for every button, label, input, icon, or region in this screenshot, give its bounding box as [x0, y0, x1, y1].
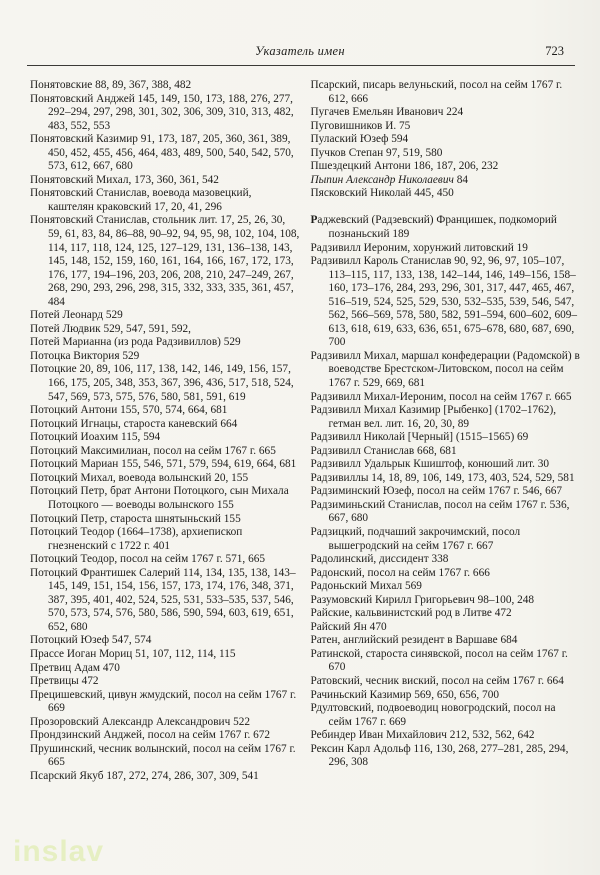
- index-entry: Прассе Иоган Мориц 51, 107, 112, 114, 115: [30, 647, 236, 660]
- index-entry: Понятовский Казимир 91, 173, 187, 205, 360, 361, 389, 450, 452, 455, 456, 464, 483, 489, 500, 540, 542, 570, 573, 612, 667, 680: [30, 133, 294, 173]
- index-entry: Радзиминский Юзеф, посол на сейм 1767 г. 546, 667: [310, 485, 563, 498]
- index-entry: Райский Ян 470: [310, 620, 387, 633]
- running-head-title: Указатель имен: [255, 44, 345, 58]
- index-entry: Псарский Якуб 187, 272, 274, 286, 307, 309, 541: [30, 769, 259, 782]
- header-rule: [27, 65, 575, 66]
- index-entry: Разумовский Кирилл Григорьевич 98–100, 248: [310, 593, 535, 606]
- index-entry: Радзицкий, подчаший закрочимский, посол вышегродский на сейм 1767 г. 667: [310, 526, 521, 552]
- index-entry: Прецишевский, цивун жмудский, посол на сейм 1767 г. 669: [30, 688, 297, 715]
- index-entry: Потей Людвик 529, 547, 591, 592,: [30, 322, 191, 335]
- index-entry: Потоцкий Максимилиан, посол на сейм 1767 г. 665: [30, 444, 276, 457]
- index-entry: Радзивилл Удальрык Кшиштоф, конюший лит. 30: [310, 458, 550, 471]
- index-entry: Потоцкий Петр, брат Антони Потоцкого, сын Михала Потоцкого — воеводы волынского 155: [30, 485, 289, 511]
- index-columns: [30, 79, 580, 783]
- index-entry: Пучков Степан 97, 519, 580: [310, 146, 443, 159]
- index-entry: Прозоровский Александр Александрович 522: [30, 715, 251, 728]
- index-entry: Радзивилл Михал, маршал конфедерации (Радомской) в воеводстве Брестском-Литовском, посол на сейм 1767 г. 529, 669, 681: [310, 349, 580, 389]
- index-entry: Понятовские 88, 89, 367, 388, 482: [30, 79, 192, 91]
- index-entry: Радзивилл Иероним, хорунжий литовский 19: [310, 241, 528, 254]
- index-entry: Понятовский Михал, 173, 360, 361, 542: [30, 173, 219, 186]
- index-entry: Пыпин Александр Николаевич 84: [310, 173, 468, 186]
- index-entry: Радоньский Михал 569: [310, 580, 422, 593]
- index-entry: Потоцкий Теодор (1664–1738), архиепископ гнезненский с 1722 г. 401: [30, 526, 243, 552]
- index-entry: Радзиминьский Станислав, посол на сейм 1767 г. 536, 667, 680: [310, 498, 570, 525]
- index-column-right: [311, 79, 581, 783]
- index-entry: Радзивилл Станислав 668, 681: [310, 444, 457, 457]
- index-entry: Потоцка Виктория 529: [30, 349, 140, 362]
- index-entry: Пясковский Николай 445, 450: [310, 187, 454, 200]
- index-entry: Ратен, английский резидент в Варшаве 684: [310, 634, 518, 647]
- index-entry: Пулаский Юзеф 594: [310, 133, 409, 146]
- index-entry: Прушинский, чесник волынский, посол на сейм 1767 г. 665: [30, 742, 296, 769]
- index-entry: Потоцкий Антони 155, 570, 574, 664, 681: [30, 404, 228, 417]
- index-column-left: [30, 79, 300, 783]
- watermark-text: inslav: [13, 835, 105, 868]
- index-entry: Радонский, посол на сейм 1767 г. 666: [310, 566, 490, 579]
- index-entry: Потей Марианна (из рода Радзивиллов) 529: [30, 336, 241, 349]
- index-entry: Претвицы 472: [30, 675, 99, 688]
- index-entry: Псарский, писарь велуньский, посол на сейм 1767 г. 612, 666: [310, 79, 563, 105]
- index-entry: Радзивилл Кароль Станислав 90, 92, 96, 97, 105–107, 113–115, 117, 133, 138, 142–144, 146, 149–156, 158–160, 173–176, 284, 293, 296, 301, 317, 447, 465, 467, 516–519, 524, 525, 529, 530, 532–535, 539, 546, 547, 562, 566–569, 578, 580, 582, 591–594, 600–602, 609–613, 618, 619, 633, 636, 651, 675–678, 680, 687, 690, 700: [310, 255, 578, 349]
- index-entry: Ребиндер Иван Михайлович 212, 532, 562, 642: [310, 729, 535, 742]
- index-entry: Райские, кальвинистский род в Литве 472: [310, 607, 512, 620]
- index-entry: Потоцкий Игнацы, староста каневский 664: [30, 417, 238, 430]
- index-entry: Потоцкий Теодор, посол на сейм 1767 г. 571, 665: [30, 553, 266, 566]
- index-entry: Пшездецкий Антони 186, 187, 206, 232: [310, 160, 499, 173]
- index-entry: Потоцкие 20, 89, 106, 117, 138, 142, 146, 149, 156, 157, 166, 175, 205, 348, 353, 367, 396, 436, 517, 518, 524, 547, 569, 573, 575, 576, 580, 581, 591, 619: [30, 363, 294, 403]
- index-entry: Потоцкий Петр, староста шнятыньский 155: [30, 512, 241, 525]
- index-entry: Понятовский Станислав, воевода мазовецкий, каштелян краковский 17, 20, 41, 296: [30, 187, 252, 213]
- index-entry: Потоцкий Михал, воевода волынский 20, 155: [30, 471, 249, 484]
- index-entry: Понятовский Анджей 145, 149, 150, 173, 188, 276, 277, 292–294, 297, 298, 301, 302, 306, 309, 310, 313, 482, 483, 552, 553: [30, 92, 294, 132]
- index-entry: Рачиньский Казимир 569, 650, 656, 700: [310, 688, 499, 701]
- index-entry: Потоцкий Иоахим 115, 594: [30, 431, 161, 444]
- index-entry: Пуговишников И. 75: [310, 119, 411, 132]
- index-entry: Радзивилл Михал Казимир [Рыбенко] (1702–1762), гетман вел. лит. 16, 20, 30, 89: [310, 404, 557, 430]
- index-entry: Радзивилл Николай [Черный] (1515–1565) 69: [310, 431, 529, 444]
- index-entry: Потоцкий Юзеф 547, 574: [30, 634, 152, 647]
- index-entry: Радзивиллы 14, 18, 89, 106, 149, 173, 403, 524, 529, 581: [310, 471, 575, 484]
- index-entry-italic-name: Пыпин Александр Николаевич: [310, 173, 454, 186]
- index-entry: Рдултовский, подвоеводиц новогродский, посол на сейм 1767 г. 669: [310, 702, 556, 728]
- index-entry: Потоцкий Мариан 155, 546, 571, 579, 594, 619, 664, 681: [30, 458, 297, 471]
- index-entry: Ратовский, чесник виский, посол на сейм 1767 г. 664: [310, 675, 564, 688]
- index-entry: Рексин Карл Адольф 116, 130, 268, 277–281, 285, 294, 296, 308: [310, 742, 569, 769]
- index-entry: Радзивилл Михал-Иероним, посол на сейм 1767 г. 665: [310, 390, 572, 403]
- index-entry: Претвиц Адам 470: [30, 661, 120, 674]
- index-entry: Прондзинский Анджей, посол на сейм 1767 г. 672: [30, 729, 271, 742]
- index-entry: Раджевский (Радзевский) Францишек, подкоморий познаньский 189: [310, 214, 557, 240]
- page-number: 723: [545, 44, 564, 58]
- index-entry: Пугачев Емельян Иванович 224: [310, 106, 464, 119]
- index-entry: Понятовский Станислав, стольник лит. 17, 25, 26, 30, 59, 61, 83, 84, 86–88, 90–92, 94, 95, 98, 102, 104, 108, 114, 117, 118, 124, 125, 127–129, 131, 136–138, 143, 145, 148, 152, 159, 160, 161, 164, 166, 167, 172, 173, 176, 177, 194–196, 203, 206, 208, 210, 247–249, 267, 268, 290, 293, 296, 298, 315, 332, 333, 335, 361, 457, 484: [30, 214, 300, 308]
- index-entry: Потоцкий Франтишек Салерий 114, 134, 135, 138, 143–145, 149, 151, 154, 156, 157, 173, 174, 176, 348, 371, 387, 395, 401, 402, 524, 525, 531, 533–535, 537, 546, 570, 573, 574, 576, 580, 586, 590, 594, 603, 619, 651, 652, 680: [30, 566, 296, 633]
- index-entry: Ратинской, староста синявской, посол на сейм 1767 г. 670: [310, 647, 568, 674]
- index-entry: Потей Леонард 529: [30, 309, 123, 322]
- index-entry: Радолинский, диссидент 338: [310, 553, 449, 566]
